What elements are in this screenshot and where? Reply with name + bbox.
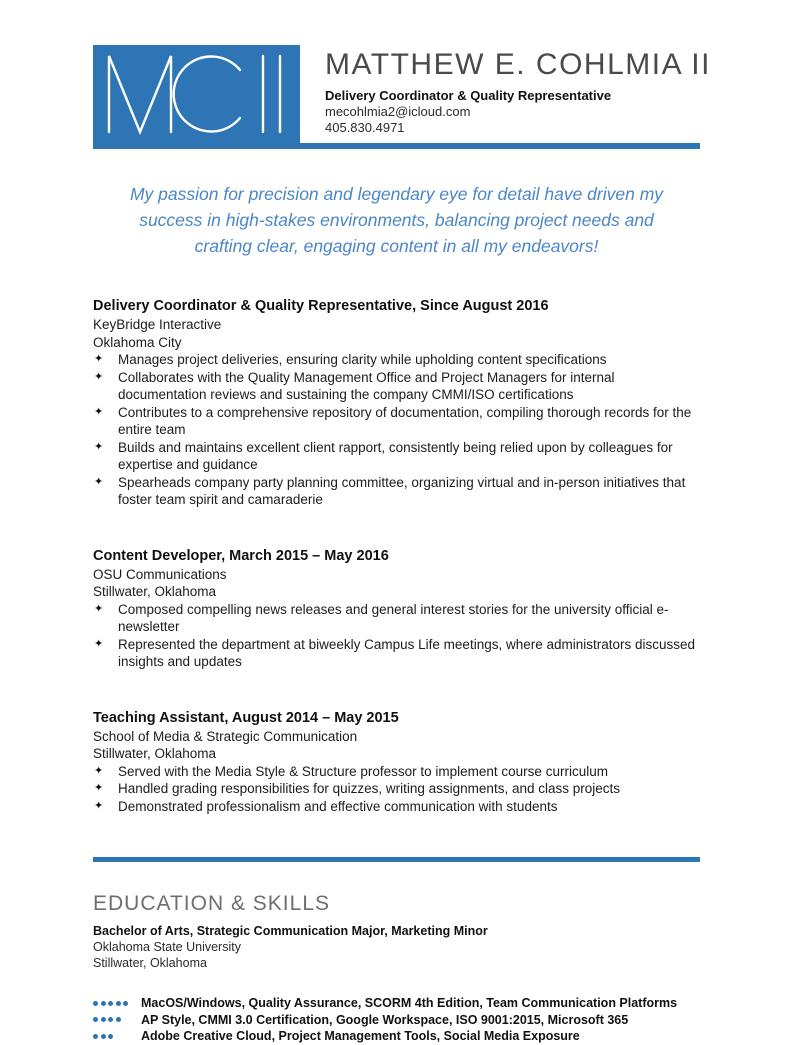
skill-text: AP Style, CMMI 3.0 Certification, Google Workspace, ISO 9001:2015, Microsoft 365 <box>141 1012 629 1027</box>
bullet-item: ✦ Builds and maintains excellent client rapport, consistently being relied upon by colleagues for expertise and guidance <box>94 439 673 472</box>
job-delivery-coordinator <box>93 297 700 509</box>
star-bullet-icon: ✦ <box>94 405 104 418</box>
job-heading: Content Developer, March 2015 – May 2016 <box>93 547 389 564</box>
star-bullet-icon: ✦ <box>94 602 104 615</box>
education-degree: Bachelor of Arts, Strategic Communication Major, Marketing Minor <box>93 924 488 938</box>
bullet-item: ✦ Contributes to a comprehensive repository of documentation, compiling thorough records for the entire team <box>94 404 692 437</box>
logo <box>93 45 300 143</box>
star-bullet-icon: ✦ <box>94 764 104 777</box>
bullet-item: ✦ Handled grading responsibilities for quizzes, writing assignments, and class projects <box>94 781 620 796</box>
bullet-item: ✦ Manages project deliveries, ensuring clarity while upholding content specifications <box>94 352 607 367</box>
job-heading: Teaching Assistant, August 2014 – May 2015 <box>93 709 399 726</box>
header-divider <box>93 143 700 149</box>
bullet-item: ✦ Served with the Media Style & Structure professor to implement course curriculum <box>94 763 608 779</box>
skill-level-dots-icon <box>93 1017 133 1022</box>
skill-level-dots-icon <box>93 1001 133 1006</box>
bullet-item: ✦ Spearheads company party planning committee, organizing virtual and in-person initiatives that foster team spirit and camaraderie <box>94 474 686 507</box>
education-location: Stillwater, Oklahoma <box>93 956 207 970</box>
job-content-developer <box>93 547 700 671</box>
header <box>93 45 711 143</box>
skill-row <box>93 1028 700 1045</box>
job-teaching-assistant <box>93 709 700 816</box>
job-heading: Delivery Coordinator & Quality Representative, Since August 2016 <box>93 298 549 314</box>
skill-text: MacOS/Windows, Quality Assurance, SCORM 4th Edition, Team Communication Platforms <box>141 996 678 1010</box>
job-organization: KeyBridge Interactive <box>93 317 222 332</box>
education-divider <box>93 857 700 862</box>
statement-line: My passion for precision and legendary eye for detail have driven my <box>129 184 664 204</box>
skill-text: Adobe Creative Cloud, Project Management Tools, Social Media Exposure <box>141 1029 580 1043</box>
education-section-title: EDUCATION & SKILLS <box>93 892 331 915</box>
person-name: MATTHEW E. COHLMIA II <box>325 48 711 81</box>
mcii-monogram-icon <box>93 45 300 143</box>
skill-row <box>93 1012 700 1029</box>
skill-row <box>93 995 700 1012</box>
job-location: Oklahoma City <box>93 334 182 350</box>
statement-line: crafting clear, engaging content in all my endeavors! <box>194 236 599 256</box>
job-bullets <box>93 601 700 671</box>
star-bullet-icon: ✦ <box>94 782 104 794</box>
personal-statement <box>93 181 700 259</box>
bullet-item: ✦ Represented the department at biweekly Campus Life meetings, where administrators discussed insights and updates <box>94 636 696 669</box>
bullet-item: ✦ Composed compelling news releases and general interest stories for the university official e-newsletter <box>94 601 669 634</box>
star-bullet-icon: ✦ <box>94 475 104 488</box>
job-organization: OSU Communications <box>93 566 227 582</box>
job-organization: School of Media & Strategic Communication <box>93 728 358 744</box>
star-bullet-icon: ✦ <box>94 353 104 365</box>
statement-line: success in high-stakes environments, balancing project needs and <box>139 210 654 230</box>
job-location: Stillwater, Oklahoma <box>93 584 217 599</box>
job-bullets <box>93 763 700 816</box>
skill-level-dots-icon <box>93 1034 133 1039</box>
star-bullet-icon: ✦ <box>94 440 104 453</box>
phone: 405.830.4971 <box>325 120 405 135</box>
bullet-item: ✦ Demonstrated professionalism and effective communication with students <box>94 798 558 814</box>
header-text <box>325 45 711 136</box>
bullet-item: ✦ Collaborates with the Quality Management Office and Project Managers for internal documentation reviews and sustaining the company CMMI/ISO certifications <box>94 369 615 402</box>
person-title: Delivery Coordinator & Quality Representative <box>325 88 612 103</box>
email: mecohlmia2@icloud.com <box>325 104 471 119</box>
star-bullet-icon: ✦ <box>94 799 104 812</box>
skills-list <box>93 995 700 1045</box>
education-school: Oklahoma State University <box>93 940 241 954</box>
star-bullet-icon: ✦ <box>94 370 104 383</box>
job-location: Stillwater, Oklahoma <box>93 746 217 761</box>
job-bullets <box>93 351 700 509</box>
star-bullet-icon: ✦ <box>94 637 104 650</box>
